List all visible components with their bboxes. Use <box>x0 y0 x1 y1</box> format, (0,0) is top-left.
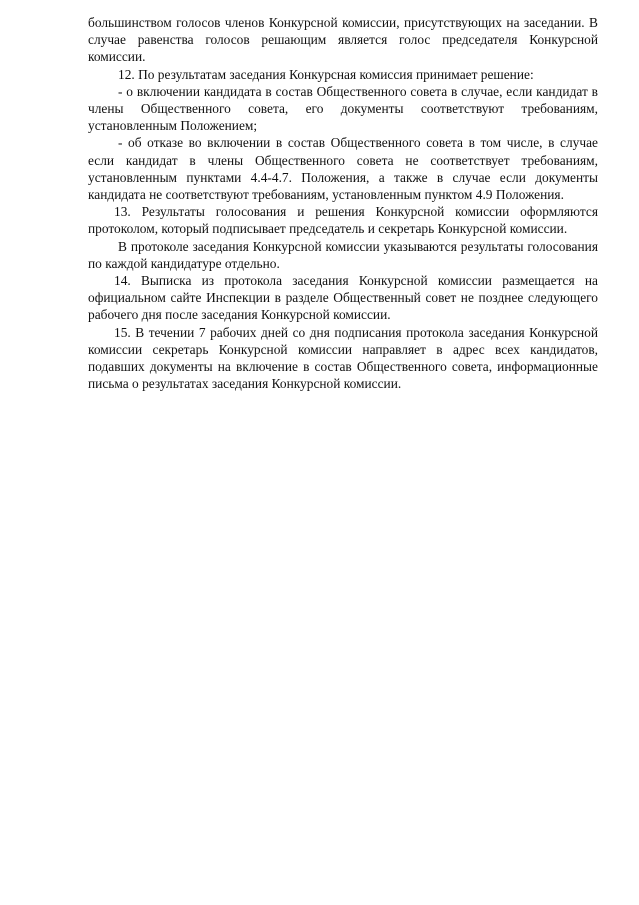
paragraph-12-decision: 12. По результатам заседания Конкурсная комиссия принимает решение: <box>118 66 534 82</box>
paragraph-13-protocol: 13. Результаты голосования и решения Конкурсной комиссии оформляются протоколом, который подписывает председатель и секретарь Конкурсной комиссии. <box>88 204 598 237</box>
paragraph-refusal-decision: - об отказе во включении в состав Общественного совета в том числе, в случае если кандидат в члены Общественного совета не соответствует требованиям, установленным пунктами 4.4-4.7. Положения, а также в случае если документы кандидата не соответствуют требованиям, установленным пунктом 4.9 Положения. <box>88 135 598 203</box>
paragraph-voting-majority: большинством голосов членов Конкурсной комиссии, присутствующих на заседании. В случае равенства голосов решающим является голос председателя Конкурсной комиссии. <box>88 15 598 65</box>
paragraph-15-letters: 15. В течении 7 рабочих дней со дня подписания протокола заседания Конкурсной комиссии секретарь Конкурсной комиссии направляет в адрес всех кандидатов, подавших документы на включение в состав Общественного совета, информационные письма о результатах заседания Конкурсной комиссии. <box>88 324 598 392</box>
paragraph-protocol-results: В протоколе заседания Конкурсной комиссии указываются результаты голосования по каждой кандидатуре отдельно. <box>88 238 598 271</box>
paragraph-14-extract: 14. Выписка из протокола заседания Конкурсной комиссии размещается на официальном сайте Инспекции в разделе Общественный совет не позднее следующего рабочего дня после заседания Конкурсной комиссии. <box>88 273 598 323</box>
document-body <box>88 14 598 392</box>
paragraph-inclusion-decision: - о включении кандидата в состав Общественного совета в случае, если кандидат в члены Общественного совета, его документы соответствуют требованиям, установленным Положением; <box>88 83 598 134</box>
